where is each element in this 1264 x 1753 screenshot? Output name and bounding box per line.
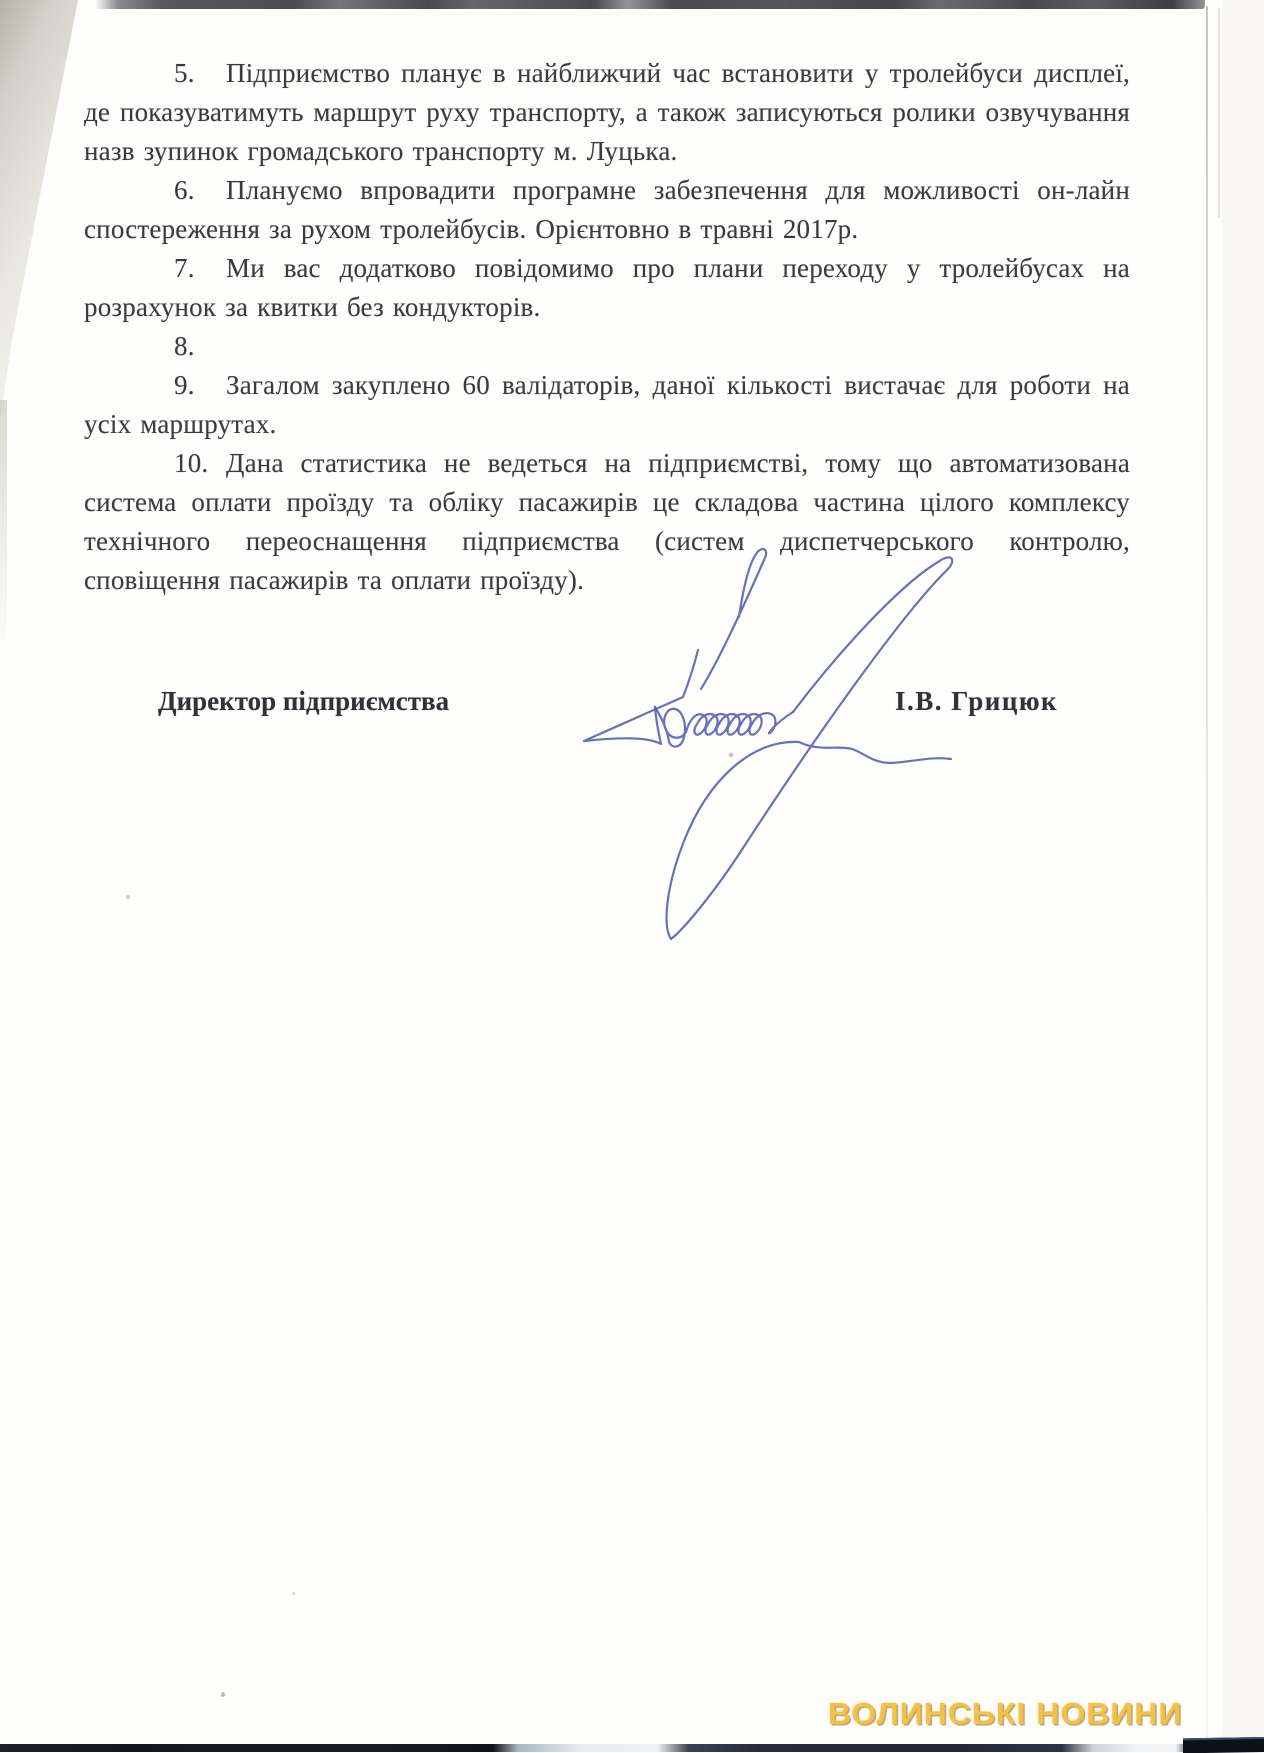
scan-right-page-edge <box>1206 6 1208 1742</box>
paragraph-text: Підприємство планує в найближчий час встановити у тролейбуси дисплеї, де показуватимуть маршрут руху транспорту, а також записуються ролики озвучування назв зупинок громадського транспорту м. Луцька. <box>84 58 1130 166</box>
paragraph-text: Дана статистика не ведеться на підприємстві, тому що автоматизована система оплати проїзду та обліку пасажирів це складова частина цілого комплексу технічного переоснащення підприємства (систем диспетчерського контролю, сповіщення пасажирів та оплати проїзду). <box>84 448 1130 595</box>
paragraph-number: 7. <box>174 253 195 283</box>
ink-speck <box>729 753 734 758</box>
signature-ink <box>520 470 980 960</box>
scan-right-margin <box>1222 0 1264 1752</box>
paragraph-number: 5. <box>174 58 195 88</box>
signature-stroke-tail <box>667 557 953 939</box>
signature-stroke-loops <box>655 707 793 747</box>
paragraph-text: Загалом закуплено 60 валідаторів, даної кількості вистачає для роботи на усіх маршрутах. <box>84 370 1130 439</box>
scan-speck <box>292 1592 295 1595</box>
signature-stroke-hairpin <box>701 549 766 689</box>
scan-bottom-right-bar <box>1183 1737 1264 1753</box>
scan-speck <box>126 895 130 899</box>
paragraph-text: Ми вас додатково повідомимо про плани переходу у тролейбусах на розрахунок за квитки без кондукторів. <box>84 253 1130 322</box>
paragraph-number: 10. <box>174 448 209 478</box>
paragraph-number: 9. <box>174 370 195 400</box>
paragraph-number: 8. <box>174 331 195 361</box>
watermark-volynski-novyny: ВОЛИНСЬКІ НОВИНИ <box>828 1696 1183 1731</box>
signature-stroke-arrow <box>584 650 698 744</box>
scan-top-edge <box>95 0 1205 9</box>
signatory-title: Директор підприємства <box>158 686 450 716</box>
paragraph-text: Плануємо впровадити програмне забезпечення для можливості он-лайн спостереження за рухом тролейбусів. Орієнтовно в травні 2017р. <box>84 175 1130 244</box>
paragraph-5 <box>84 54 1130 171</box>
scan-left-edge-shadow <box>0 400 7 660</box>
paragraph-9 <box>84 366 1130 444</box>
paragraph-number: 6. <box>174 175 195 205</box>
signatory-name: І.В. Грицюк <box>895 686 1059 716</box>
paragraph-8 <box>84 327 1130 366</box>
paragraph-6 <box>84 171 1130 249</box>
scan-speck <box>221 1692 225 1697</box>
paragraph-7 <box>84 249 1130 327</box>
scan-right-page-edge-2 <box>1218 8 1220 218</box>
scan-bottom-edge <box>0 1744 1264 1752</box>
